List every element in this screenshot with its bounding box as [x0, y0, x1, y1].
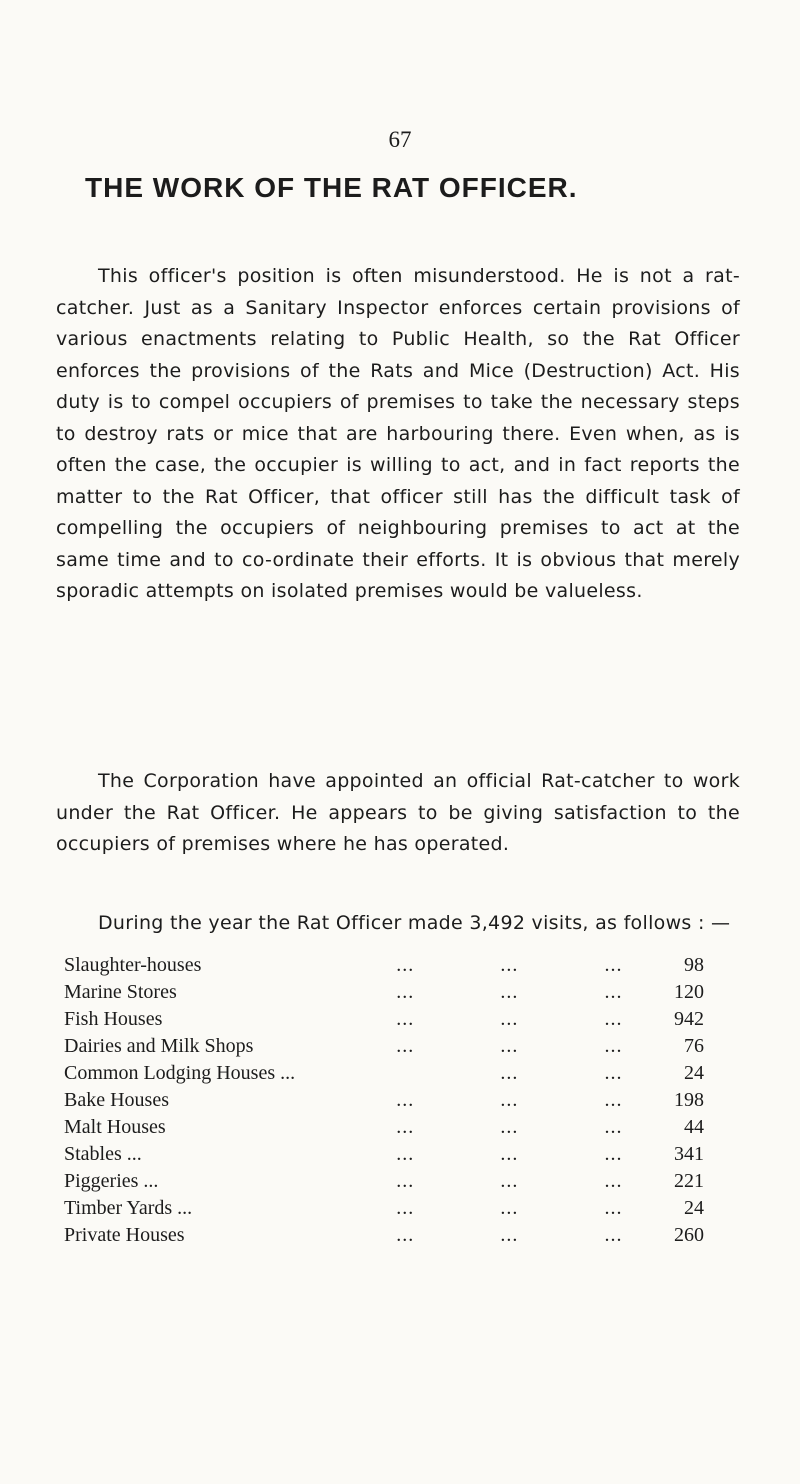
premises-type: Malt Houses — [64, 1116, 166, 1138]
table-row — [64, 1060, 704, 1087]
visit-count: 98 — [684, 954, 704, 976]
leader-dots: ... — [604, 1143, 623, 1165]
leader-dots: ... — [396, 1035, 415, 1057]
leader-dots: ... — [396, 1008, 415, 1030]
table-row — [64, 1141, 704, 1168]
paragraph-visits-intro: During the year the Rat Officer made 3,492 visits, as follows : — — [98, 912, 731, 934]
leader-dots: ... — [500, 1170, 519, 1192]
leader-dots: ... — [500, 1035, 519, 1057]
leader-dots: ... — [396, 1170, 415, 1192]
leader-dots: ... — [500, 1089, 519, 1111]
leader-dots — [353, 1060, 457, 1087]
leader-dots: ... — [396, 1089, 415, 1111]
visit-count: 24 — [684, 1197, 704, 1219]
premises-type: Common Lodging Houses ... — [64, 1062, 296, 1084]
premises-type: Timber Yards ... — [64, 1197, 193, 1219]
leader-dots: ... — [396, 1224, 415, 1246]
premises-type: Piggeries ... — [64, 1170, 159, 1192]
table-row — [64, 1033, 704, 1060]
visit-count: 198 — [674, 1089, 704, 1111]
table-row — [64, 1168, 704, 1195]
visit-count: 24 — [684, 1062, 704, 1084]
table-row — [64, 1087, 704, 1114]
leader-dots: ... — [500, 981, 519, 1003]
premises-type: Marine Stores — [64, 981, 177, 1003]
leader-dots: ... — [500, 1062, 519, 1084]
visit-count: 942 — [674, 1008, 704, 1030]
leader-dots: ... — [604, 1062, 623, 1084]
table-row — [64, 979, 704, 1006]
visit-count: 120 — [674, 981, 704, 1003]
leader-dots: ... — [396, 1116, 415, 1138]
leader-dots: ... — [604, 1089, 623, 1111]
visit-count: 44 — [684, 1116, 704, 1138]
table-row — [64, 1195, 704, 1222]
leader-dots: ... — [500, 954, 519, 976]
table-row — [64, 1006, 704, 1033]
visit-count: 76 — [684, 1035, 704, 1057]
visit-count: 341 — [674, 1143, 704, 1165]
leader-dots: ... — [396, 1143, 415, 1165]
leader-dots: ... — [604, 1116, 623, 1138]
page-number: 67 — [388, 127, 412, 152]
visits-table-body — [64, 952, 704, 1249]
premises-type: Slaughter-houses — [64, 954, 202, 976]
table-row — [64, 1222, 704, 1249]
premises-type: Private Houses — [64, 1224, 185, 1246]
leader-dots: ... — [604, 1170, 623, 1192]
leader-dots: ... — [396, 1197, 415, 1219]
premises-type: Dairies and Milk Shops — [64, 1035, 254, 1057]
leader-dots: ... — [604, 1008, 623, 1030]
leader-dots: ... — [500, 1224, 519, 1246]
visit-count: 221 — [674, 1170, 704, 1192]
leader-dots: ... — [500, 1197, 519, 1219]
leader-dots: ... — [500, 1116, 519, 1138]
visit-count: 260 — [674, 1224, 704, 1246]
table-row — [64, 1114, 704, 1141]
premises-type: Fish Houses — [64, 1008, 163, 1030]
premises-type: Stables ... — [64, 1143, 142, 1165]
leader-dots: ... — [396, 981, 415, 1003]
visits-table — [64, 952, 704, 1249]
leader-dots: ... — [604, 1197, 623, 1219]
paragraph-rat-catcher: The Corporation have appointed an official Rat-catcher to work under the Rat Officer. He appears to be giving satisfaction to the occupiers of premises where he has operated. — [56, 770, 740, 855]
leader-dots: ... — [604, 1224, 623, 1246]
leader-dots: ... — [604, 1035, 623, 1057]
paragraph-rat-officer-duties: This officer's position is often misunderstood. He is not a rat-catcher. Just as a Sanitary Inspector enforces certain provisions of various enactments relating to Public Health, so the Rat Officer enforces the provisions of the Rats and Mice (Destruction) Act. His duty is to compel occupiers of premises to take the necessary steps to destroy rats or mice that are harbouring there. Even when, as is often the case, the occupier is willing to act, and in fact reports the matter to the Rat Officer, that officer still has the difficult task of compelling the occupiers of neighbouring premises to act at the same time and to co-ordinate their efforts. It is obvious that merely sporadic attempts on isolated premises would be valueless. — [56, 265, 740, 602]
table-row — [64, 952, 704, 979]
leader-dots: ... — [500, 1143, 519, 1165]
leader-dots: ... — [396, 954, 415, 976]
page-title: THE WORK OF THE RAT OFFICER. — [85, 172, 578, 203]
leader-dots: ... — [500, 1008, 519, 1030]
leader-dots: ... — [604, 954, 623, 976]
premises-type: Bake Houses — [64, 1089, 169, 1111]
leader-dots: ... — [604, 981, 623, 1003]
